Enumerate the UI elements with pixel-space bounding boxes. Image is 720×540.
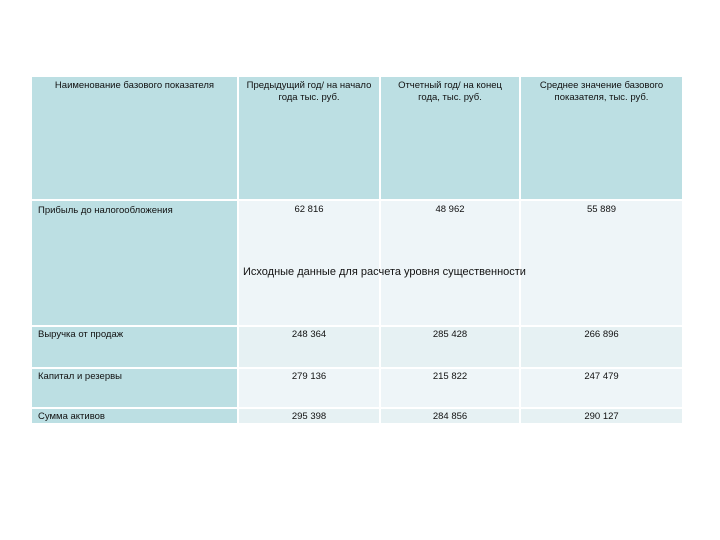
equity-reporting-value: 215 822 (381, 369, 521, 409)
assets-previous-value: 295 398 (239, 409, 381, 425)
profit-previous-value: 62 816 (239, 201, 381, 327)
header-average-value: Среднее значение базового показателя, тыс. руб. (521, 77, 684, 201)
row-label-assets: Сумма активов (32, 409, 239, 425)
header-previous-year: Предыдущий год/ на начало года тыс. руб. (239, 77, 381, 201)
equity-previous-value: 279 136 (239, 369, 381, 409)
revenue-average-value: 266 896 (521, 327, 684, 369)
row-label-revenue: Выручка от продаж (32, 327, 239, 369)
profit-average-value: 55 889 (521, 201, 684, 327)
header-reporting-year: Отчетный год/ на конец года, тыс. руб. (381, 77, 521, 201)
profit-reporting-value: 48 962 (381, 201, 521, 327)
header-indicator-name: Наименование базового показателя (32, 77, 239, 201)
equity-average-value: 247 479 (521, 369, 684, 409)
revenue-previous-value: 248 364 (239, 327, 381, 369)
row-label-equity: Капитал и резервы (32, 369, 239, 409)
base-indicators-table (32, 77, 684, 422)
assets-average-value: 290 127 (521, 409, 684, 425)
table-caption: Исходные данные для расчета уровня существенности (243, 266, 526, 278)
assets-reporting-value: 284 856 (381, 409, 521, 425)
revenue-reporting-value: 285 428 (381, 327, 521, 369)
row-label-profit: Прибыль до налогообложения (32, 201, 239, 327)
